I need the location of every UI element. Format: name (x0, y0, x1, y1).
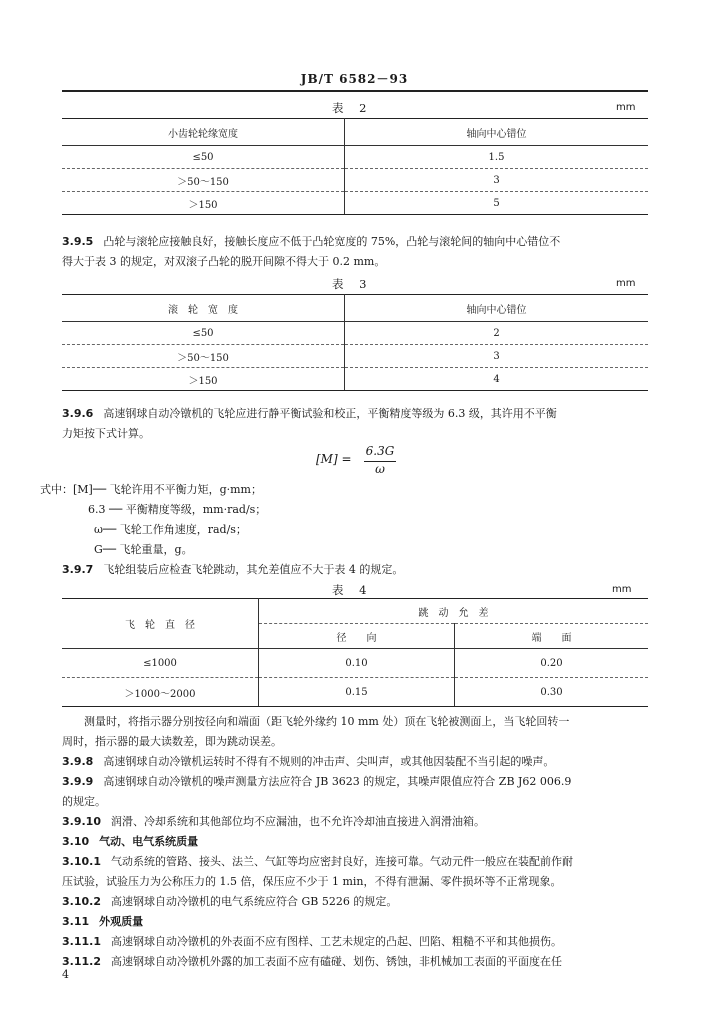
table4-unit: mm (612, 584, 632, 595)
table4-cell: ≤1000 (62, 649, 259, 678)
table2-cell: 1.5 (345, 146, 649, 169)
table4-header-face: 端 面 (455, 624, 649, 649)
clause-3-11-2: 3.11.2 高速钢球自动冷镦机外露的加工表面不应有磕碰、划伤、锈蚀，非机械加工表面的平面度在任 (62, 955, 562, 968)
clause-3-10-2: 3.10.2 高速钢球自动冷镦机的电气系统应符合 GB 5226 的规定。 (62, 895, 398, 908)
table3-cell: 4 (345, 368, 649, 391)
table3-unit: mm (616, 278, 636, 289)
table2-unit: mm (616, 102, 636, 113)
page-number: 4 (62, 968, 69, 981)
table4-cell: 0.30 (455, 678, 649, 707)
table2-cell: 3 (345, 169, 649, 192)
table2-header-offset: 轴向中心错位 (345, 119, 649, 146)
table4-cell: 0.20 (455, 649, 649, 678)
clause-3-10-1: 3.10.1 气动系统的管路、接头、法兰、气缸等均应密封良好，连接可靠。气动元件一般应在装配前作耐 (62, 855, 573, 868)
table3-header-width: 滚 轮 宽 度 (62, 295, 345, 322)
measurement-note: 测量时，将指示器分别按径向和端面（距飞轮外缘约 10 mm 处）顶在飞轮被测面上，当飞轮回转一 周时，指示器的最大读数差，即为跳动误差。 (62, 715, 570, 748)
table2 (62, 118, 648, 215)
table3-cell: ≤50 (62, 322, 345, 345)
header-rule (62, 90, 648, 92)
table4-header-diameter: 飞 轮 直 径 (62, 599, 259, 649)
table4-cell: ＞1000～2000 (62, 678, 259, 707)
formula-numerator: 6.3G (365, 444, 395, 458)
formula-legend: 式中：[M]── 飞轮许用不平衡力矩，g·mm； 6.3 ── 平衡精度等级，mm·rad/s； ω── 飞轮工作角速度，rad/s； G── 飞轮重量，g。 (40, 483, 267, 556)
table2-cell: 5 (345, 192, 649, 215)
clause-3-9-6: 3.9.6 高速钢球自动冷镦机的飞轮应进行静平衡试验和校正，平衡精度等级为 6.3 级，其许用不平衡 力矩按下式计算。 (62, 407, 557, 440)
section-3-11: 3.11 外观质量 (62, 915, 144, 928)
clause-3-9-10: 3.9.10 润滑、冷却系统和其他部位均不应漏油，也不允许冷却油直接进入润滑油箱。 (62, 815, 485, 828)
table4-cell: 0.15 (259, 678, 455, 707)
table4 (62, 598, 648, 707)
table3 (62, 294, 648, 391)
table3-caption: 表 3 (332, 277, 373, 291)
table2-cell: ＞150 (62, 192, 345, 215)
clause-3-9-7: 3.9.7 飞轮组装后应检查飞轮跳动，其允差值应不大于表 4 的规定。 (62, 563, 404, 576)
formula-denominator: ω (375, 462, 385, 476)
formula-lhs: [M] = (316, 452, 352, 466)
table3-header-offset: 轴向中心错位 (345, 295, 649, 322)
clauses-block: 3.9.8 高速钢球自动冷镦机运转时不得有不规则的冲击声、尖叫声，或其他因装配不当引起的噪声。 3.9.9 高速钢球自动冷镦机的噪声测量方法应符合 JB 3623 的规定，其噪声限值应符合 ZB J62 006.9 的规定。 3.9.10 润滑、冷却系统和其他部位均不应漏油，也不允许冷却油直接进入润滑油箱。 3.10 气动、电气系统质量 3.10.1 气动系统的管路、接头、法兰、气缸等均应密封良好，连接可靠。气动元件一般应在装配前作耐 压试验，试验压力为公称压力的 1.5 倍，保压应不少于 1 min，不得有泄漏、零件损坏等不正常现象。 3.10.2 高速钢球自动冷镦机的电气系统应符合 GB 5226 的规定。 3.11 外观质量 3.11.1 高速钢球自动冷镦机的外表面不应有图样、工艺未规定的凸起、凹陷、粗糙不平和其他损伤。 3.11.2 高速钢球自动冷镦机外露的加工表面不应有磕碰、划伤、锈蚀，非机械加工表面的平面度在任 (62, 752, 648, 972)
table3-cell: ＞150 (62, 368, 345, 391)
clause-3-9-8: 3.9.8 高速钢球自动冷镦机运转时不得有不规则的冲击声、尖叫声，或其他因装配不当引起的噪声。 (62, 755, 555, 768)
table4-caption: 表 4 (332, 583, 373, 597)
clause-3-9-5: 3.9.5 凸轮与滚轮应接触良好，接触长度应不低于凸轮宽度的 75%，凸轮与滚轮间的轴向中心错位不 得大于表 3 的规定，对双滚子凸轮的脱开间隙不得大于 0.2 mm。 (62, 235, 561, 268)
document-header: JB/T 6582－93 (300, 72, 409, 86)
table3-cell: ＞50～150 (62, 345, 345, 368)
table2-cell: ≤50 (62, 146, 345, 169)
clause-3-9-9: 3.9.9 高速钢球自动冷镦机的噪声测量方法应符合 JB 3623 的规定，其噪声限值应符合 ZB J62 006.9 (62, 775, 572, 788)
table2-header-width: 小齿轮轮缘宽度 (62, 119, 345, 146)
table3-cell: 2 (345, 322, 649, 345)
section-3-10: 3.10 气动、电气系统质量 (62, 835, 199, 848)
table4-cell: 0.10 (259, 649, 455, 678)
table4-header-runout: 跳 动 允 差 (259, 599, 649, 624)
table3-cell: 3 (345, 345, 649, 368)
table4-header-radial: 径 向 (259, 624, 455, 649)
table2-cell: ＞50～150 (62, 169, 345, 192)
clause-3-11-1: 3.11.1 高速钢球自动冷镦机的外表面不应有图样、工艺未规定的凸起、凹陷、粗糙不平和其他损伤。 (62, 935, 562, 948)
table2-caption: 表 2 (332, 101, 373, 115)
